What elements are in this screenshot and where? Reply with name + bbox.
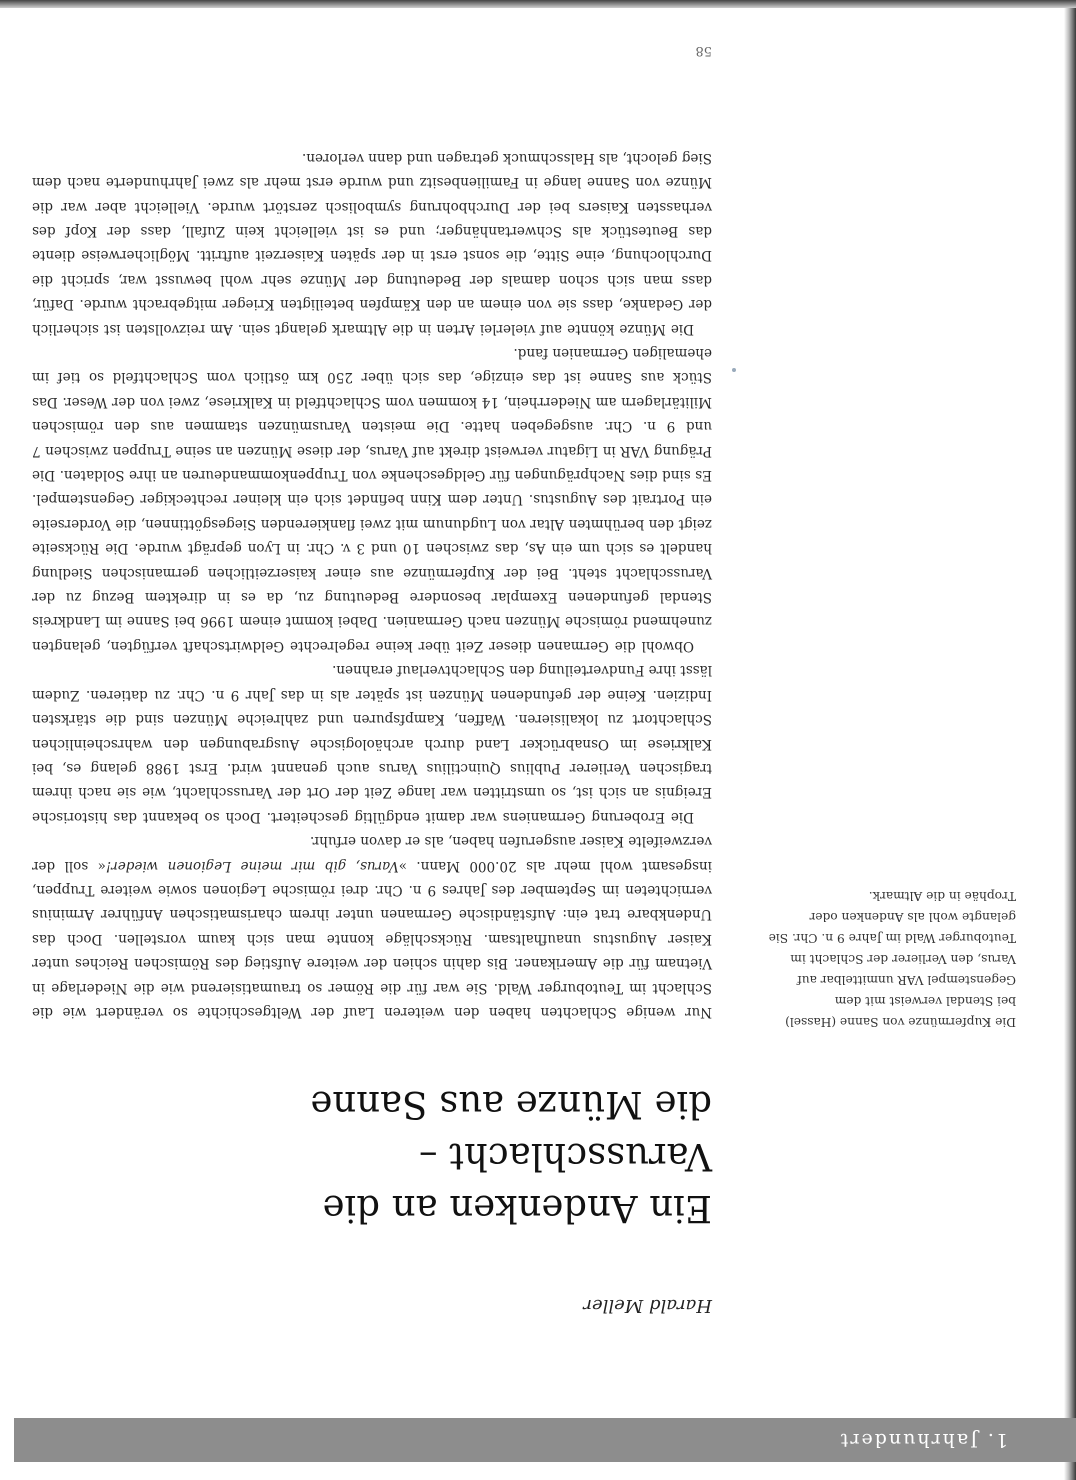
title-line-2: die Münze aus Sanne: [310, 1083, 712, 1126]
page-number: 58: [695, 43, 712, 58]
scan-edge-bottom: [0, 0, 1076, 8]
paragraph-1: [32, 829, 712, 1024]
chapter-header-tab: [14, 1418, 1076, 1462]
chapter-label: 1. Jahrhundert: [838, 1429, 1008, 1451]
paragraph-2: Die Eroberung Germaniens war damit endgültig gescheitert. Doch so bekannt das historische Ereignis an sich ist, so umstritten war lange Zeit der Ort der Varusschlacht, wie sie nach ihrem tragischen Verlierer Publius Quinctilius Varus auch genannt wird. Erst 1988 gelang es, bei Kalkriese im Osnabrücker Land durch archäologische Ausgrabungen den wahrscheinlichen Schlachtort zu lokalisieren. Waffen, Kampfspuren und zahlreiche Münzen sind die stärksten Indizien. Keine der gefundenen Münzen ist später als in das Jahr 9 n. Chr. zu datieren. Zudem lässt ihre Fundverteilung den Schlachtverlauf erahnen.: [32, 662, 712, 825]
image-caption: Die Kupfermünze von Sanne (Hassel) bei Stendal verweist mit dem Gegenstempel VAR unmittelbar auf Varus, den Verlierer der Schlacht im Teutoburger Wald im Jahre 9 n. Chr. Sie gelangte wohl als Andenken oder Trophäe in die Altmark.: [768, 889, 1016, 1029]
paragraph-3: Obwohl die Germanen dieser Zeit über keine regelrechte Geldwirtschaft verfügten, gelangten zunehmend römische Münzen nach Germanien. Dabei kommt einem 1996 bei Sanne im Landkreis Stendal gefundenen Exemplar besondere Bedeutung zu, da es in direktem Bezug zu der Varusschlacht steht. Bei der Kupfermünze aus einer kaiserzeitlichen germanischen Siedlung handelt es sich um ein As, das zwischen 10 und 3 v. Chr. in Lyon geprägt wurde. Die Rückseite zeigt den berühmten Altar von Lugdunum mit zwei flankierenden Siegesgöttinnen, die Vorderseite ein Portrait des Augustus. Unter dem Kinn befindet sich ein kleiner rechteckiger Gegenstempel. Es sind dies Nachprägungen für Geldgeschenke von Truppenkommandeuren an ihre Soldaten. Die Prägung VAR in Ligatur verweist direkt auf Varus, der diese Münzen an seine Truppen zwischen 7 und 9 n. Chr. ausgegeben hatte. Die meisten Varusmünzen stammen aus den römischen Militärlagern am Niederrhein, 14 kommen vom Schlachtfeld in Kalkriese, zwei von der Weser. Das Stück aus Sanne ist das einzige, das sich über 250 km östlich vom Schlachtfeld so tief im ehemaligen Germanien fand.: [32, 345, 712, 654]
author-name: Harald Meller: [583, 1295, 712, 1316]
emperor-quote: Varus, gib mir meine Legionen wieder!: [105, 857, 399, 874]
article-body: [32, 145, 712, 1024]
paragraph-4: Die Münze könnte auf vielerlei Arten in die Altmark gelangt sein. Am reizvollsten ist sicherlich der Gedanke, dass sie von einem an den Kämpfen beteiligten Krieger mitgebracht wurde. Dafür, dass man sich schon damals der Bedeutung der Münze sehr wohl bewusst war, spricht die Durchlochung, eine Sitte, die sonst erst in der späten Kaiserzeit auftritt. Möglicherweise diente das Beutestück als Schwertanhänger; und es ist vielleicht kein Zufall, dass der Kopf des verhassten Kaisers bei der Durchbohrung symbolisch zerstört wurde. Vielleicht aber war die Münze von Sanne lange in Familienbesitz und wurde erst mehr als zwei Jahrhunderte nach dem Sieg gelocht, als Halsschmuck getragen und dann verloren.: [32, 149, 712, 337]
scan-edge: [1064, 0, 1076, 1480]
paragraph-1-text-b: « soll der verzweifelte Kaiser ausgerufen haben, als er davon erfuhr.: [31, 833, 712, 874]
article-title: [52, 1078, 712, 1234]
scan-speck: [732, 368, 736, 372]
title-line-1: Ein Andenken an die Varusschlacht –: [322, 1135, 712, 1230]
paragraph-1-text-a: Nur wenige Schlachten haben den weiteren Lauf der Weltgeschichte so verändert wie die Schlacht im Teutoburger Wald. Sie war für die Römer so traumatisierend wie die Niederlage in Vietnam für die Amerikaner. Bis dahin schien der weitere Aufstieg des Römischen Reiches unter Kaiser Augustus unaufhaltsam. Rückschläge konnte man sich kaum vorstellen. Doch das Undenkbare trat ein: Aufständische Germanen unter ihrem charismatischen Anführer Arminius vernichteten im September des Jahres 9 n. Chr. drei römische Legionen sowie weitere Truppen, insgesamt wohl mehr als 20.000 Mann. »: [32, 857, 712, 1020]
